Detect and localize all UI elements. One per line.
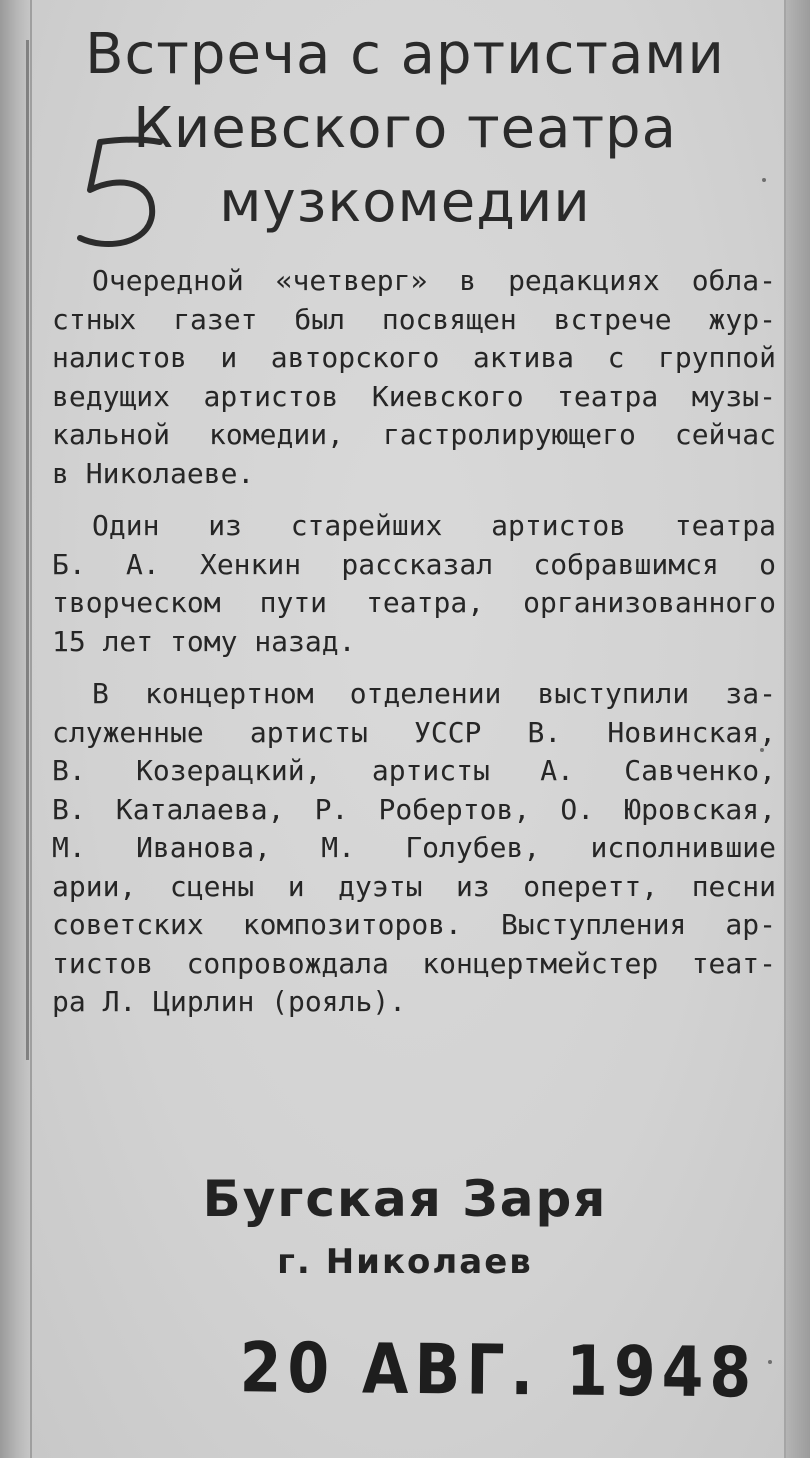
- source-block: [40, 1170, 770, 1282]
- article-word: теат-: [691, 946, 776, 980]
- article-word: Козерацкий,: [136, 754, 322, 787]
- article-word: В.: [527, 715, 562, 749]
- scan-speck: [760, 748, 764, 752]
- article-word: за-: [725, 677, 776, 710]
- article-word: из: [456, 869, 490, 903]
- article-word: Хенкин: [199, 547, 302, 581]
- article-line: [52, 983, 776, 1022]
- article-word: из: [208, 509, 242, 542]
- article-word: Б.: [52, 547, 86, 581]
- article-line: [52, 675, 776, 714]
- article-line: [52, 584, 776, 623]
- article-word: В.: [52, 792, 86, 826]
- article-word: сопровождала: [186, 946, 389, 980]
- article-line: [52, 791, 776, 830]
- article-word: сейчас: [674, 418, 776, 451]
- article-line: [52, 546, 776, 585]
- article-line: [52, 416, 776, 455]
- article-word: служенные: [52, 715, 204, 749]
- article-line: [52, 507, 776, 546]
- article-word: артисты: [371, 754, 490, 787]
- article-word: театра,: [366, 586, 485, 619]
- article-word: Голубев,: [405, 831, 541, 864]
- article-word: «четверг»: [275, 264, 428, 297]
- article-word: исполнившие: [590, 831, 776, 864]
- article-word: редакциях: [508, 264, 660, 297]
- article-word: артисты: [249, 715, 368, 749]
- article-word: Николаеве.: [85, 456, 255, 490]
- article-word: театра: [674, 509, 776, 542]
- article-word: стных: [52, 302, 137, 336]
- article-word: группой: [657, 341, 776, 374]
- article-line: [52, 714, 776, 753]
- article-word: Один: [92, 509, 160, 542]
- article-line: [52, 868, 776, 907]
- article-word: Робертов,: [378, 792, 531, 826]
- article-line: [52, 455, 776, 494]
- article-word: с: [607, 341, 625, 374]
- article-word: А.: [125, 547, 160, 581]
- article-word: ар-: [725, 908, 776, 941]
- article-word: гастролирующего: [382, 418, 636, 451]
- article-line: [52, 301, 776, 340]
- article-word: авторского: [270, 341, 440, 374]
- headline-line: Встреча с артистами: [85, 22, 725, 87]
- article-word: О.: [560, 792, 595, 826]
- article-word: жур-: [708, 302, 776, 336]
- article-word: театра: [557, 379, 659, 413]
- headline-line: музкомедии: [219, 170, 591, 235]
- article-word: посвящен: [381, 302, 517, 336]
- article-word: (рояль).: [271, 985, 407, 1018]
- article-word: сцены: [169, 869, 255, 903]
- scan-speck: [768, 1360, 772, 1364]
- paragraph-gap: [52, 661, 776, 675]
- article-body: [52, 262, 776, 1022]
- article-line: [52, 339, 776, 378]
- article-word: В.: [52, 754, 86, 787]
- article-line: [52, 262, 776, 301]
- article-line: [52, 906, 776, 945]
- article-word: творческом: [52, 586, 221, 619]
- article-word: концертном: [144, 677, 314, 710]
- article-word: встрече: [553, 302, 672, 336]
- article-word: актива: [472, 341, 575, 374]
- article-word: выступили: [537, 677, 690, 710]
- article-word: концертмейстер: [422, 946, 659, 980]
- article-word: арии,: [52, 869, 137, 903]
- city-name: г. Николаев: [277, 1242, 533, 1282]
- article-word: ра: [52, 985, 103, 1018]
- article-word: отделении: [349, 677, 502, 710]
- article-word: А.: [540, 754, 574, 787]
- article-word: организованного: [523, 586, 776, 619]
- article-word: 15: [52, 624, 103, 658]
- article-word: газет: [173, 302, 258, 336]
- article-word: о: [759, 547, 776, 581]
- paragraph-gap: [52, 493, 776, 507]
- article-line: [52, 829, 776, 868]
- headline-line: Киевского театра: [133, 96, 677, 161]
- article-word: ведущих: [52, 379, 171, 413]
- article-word: Цирлин: [153, 985, 272, 1018]
- article-word: дуэты: [338, 869, 423, 903]
- scan-speck: [762, 178, 766, 182]
- article-word: и: [287, 869, 305, 903]
- article-line: [52, 623, 776, 662]
- article-word: советских: [52, 908, 204, 941]
- article-word: Каталаева,: [115, 792, 285, 826]
- article-word: песни: [691, 869, 776, 903]
- article-word: Очередной: [92, 264, 244, 297]
- article-word: Юровская,: [624, 792, 776, 826]
- newspaper-name: Бугская Заря: [202, 1170, 608, 1228]
- article-word: В: [92, 677, 109, 710]
- article-word: Выступления: [500, 908, 687, 941]
- article-word: Киевского: [371, 379, 524, 413]
- clipping-edge-line: [26, 40, 29, 1060]
- article-line: [52, 945, 776, 984]
- headline: [40, 18, 770, 240]
- article-word: в: [52, 456, 86, 490]
- article-word: Савченко,: [624, 754, 776, 787]
- article-word: М.: [321, 831, 355, 864]
- article-word: и: [220, 341, 238, 374]
- article-word: назад.: [254, 624, 356, 658]
- article-word: Иванова,: [136, 831, 271, 864]
- article-word: композиторов.: [242, 908, 462, 941]
- article-line: [52, 752, 776, 791]
- article-word: старейших: [290, 509, 443, 542]
- article-word: собравшимся: [533, 547, 719, 581]
- article-word: налистов: [52, 341, 187, 374]
- article-word: М.: [52, 831, 86, 864]
- article-line: [52, 378, 776, 417]
- article-word: рассказал: [341, 547, 494, 581]
- article-word: музы-: [691, 379, 776, 413]
- article-word: Р.: [314, 792, 349, 826]
- article-word: оперетт,: [523, 869, 659, 903]
- article-word: комедии,: [209, 418, 344, 451]
- date-stamp: 20 АВГ. 1948: [239, 1328, 758, 1414]
- article-word: кальной: [52, 418, 171, 451]
- article-word: лет: [102, 624, 171, 658]
- article-word: тистов: [52, 946, 154, 980]
- article-word: был: [294, 302, 345, 336]
- article-word: УССР: [413, 715, 482, 749]
- article-word: в: [459, 264, 477, 297]
- article-word: артистов: [491, 509, 627, 542]
- article-word: Новинская,: [607, 715, 776, 749]
- article-word: артистов: [203, 379, 339, 413]
- article-word: обла-: [691, 264, 776, 297]
- article-word: Л.: [102, 985, 154, 1018]
- article-word: пути: [259, 586, 328, 619]
- article-word: тому: [170, 624, 255, 658]
